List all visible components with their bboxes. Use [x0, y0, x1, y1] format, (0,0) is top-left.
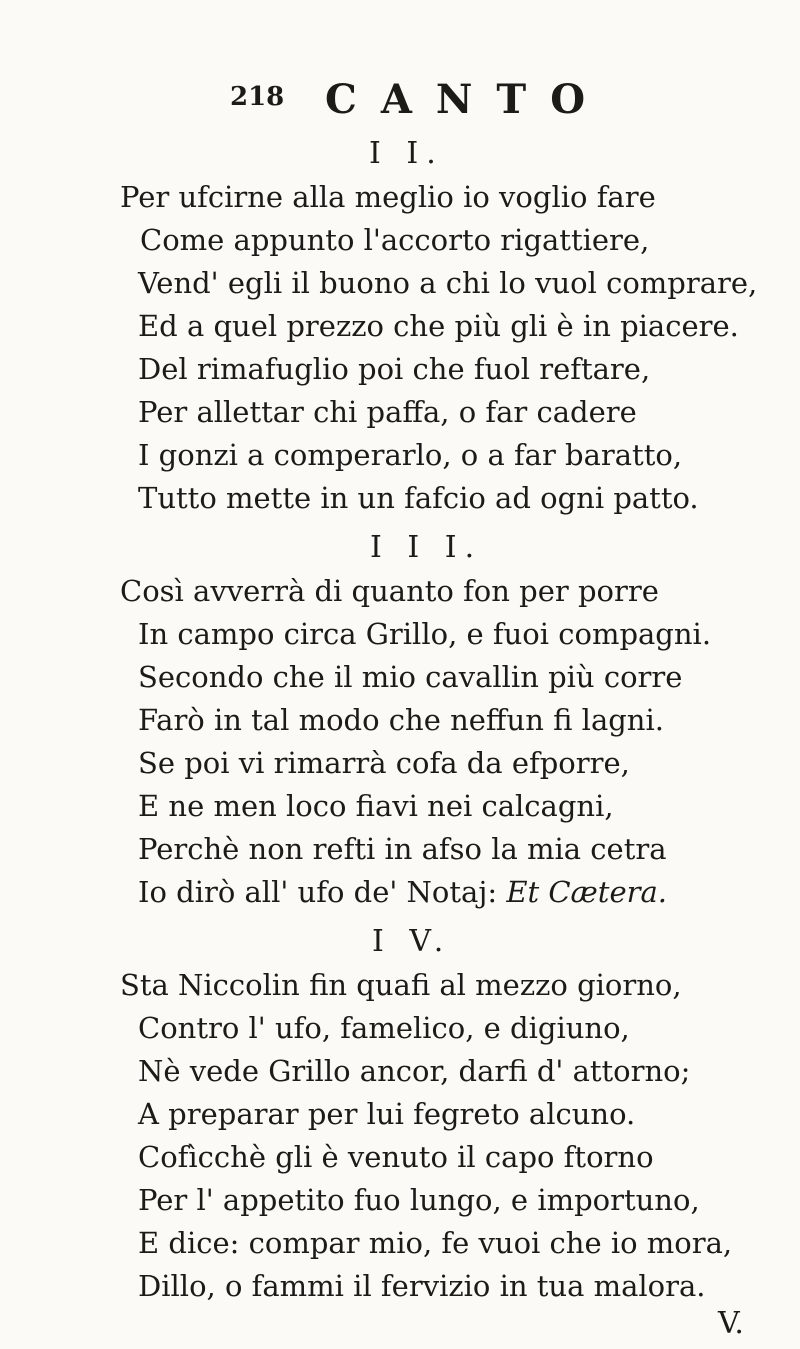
running-title: CANTO — [325, 76, 610, 123]
verse-line: Farò in tal modo che neffun fi lagni. — [138, 703, 664, 737]
stanza-number: I V. — [372, 924, 452, 959]
verse-line: Cofìcchè gli è venuto il capo ftorno — [138, 1140, 654, 1174]
verse-line: Tutto mette in un fafcio ad ogni patto. — [138, 481, 699, 515]
stanza-number: I I. — [369, 136, 444, 171]
verse-line: In campo circa Grillo, e fuoi compagni. — [138, 617, 712, 651]
catchword: V. — [718, 1306, 744, 1341]
italic-phrase: Et Cætera. — [506, 875, 667, 909]
verse-line-text: Io dirò all' ufo de' Notaj: — [138, 875, 507, 909]
verse-line: Secondo che il mio cavallin più corre — [138, 660, 683, 694]
verse-line: Dillo, o fammi il fervizio in tua malora. — [138, 1269, 706, 1303]
stanza-number: I I I. — [370, 530, 483, 565]
page-header — [0, 76, 800, 126]
verse-line: Così avverrà di quanto fon per porre — [120, 574, 659, 608]
verse-line — [138, 875, 667, 909]
verse-line: Sta Niccolin fin quafi al mezzo giorno, — [120, 968, 682, 1002]
verse-line: Per allettar chi paffa, o far cadere — [138, 395, 637, 429]
verse-line: Vend' egli il buono a chi lo vuol comprare, — [138, 266, 758, 300]
verse-line: Se poi vi rimarrà cofa da efporre, — [138, 746, 630, 780]
verse-line: A preparar per lui fegreto alcuno. — [138, 1097, 636, 1131]
verse-line: Per ufcirne alla meglio io voglio fare — [120, 180, 656, 214]
verse-line: Contro l' ufo, famelico, e digiuno, — [138, 1011, 630, 1045]
verse-line: E ne men loco fiavi nei calcagni, — [138, 789, 614, 823]
verse-line: Perchè non refti in afso la mia cetra — [138, 832, 667, 866]
verse-line: Del rimafuglio poi che fuol reftare, — [138, 352, 651, 386]
verse-line: Per l' appetito fuo lungo, e importuno, — [138, 1183, 700, 1217]
verse-line: Ed a quel prezzo che più gli è in piacere. — [138, 309, 739, 343]
verse-line: Come appunto l'accorto rigattiere, — [140, 223, 650, 257]
verse-line: I gonzi a comperarlo, o a far baratto, — [138, 438, 683, 472]
page-number: 218 — [230, 82, 285, 112]
verse-line: Nè vede Grillo ancor, darfi d' attorno; — [138, 1054, 691, 1088]
verse-line: E dice: compar mio, fe vuoi che io mora, — [138, 1226, 733, 1260]
